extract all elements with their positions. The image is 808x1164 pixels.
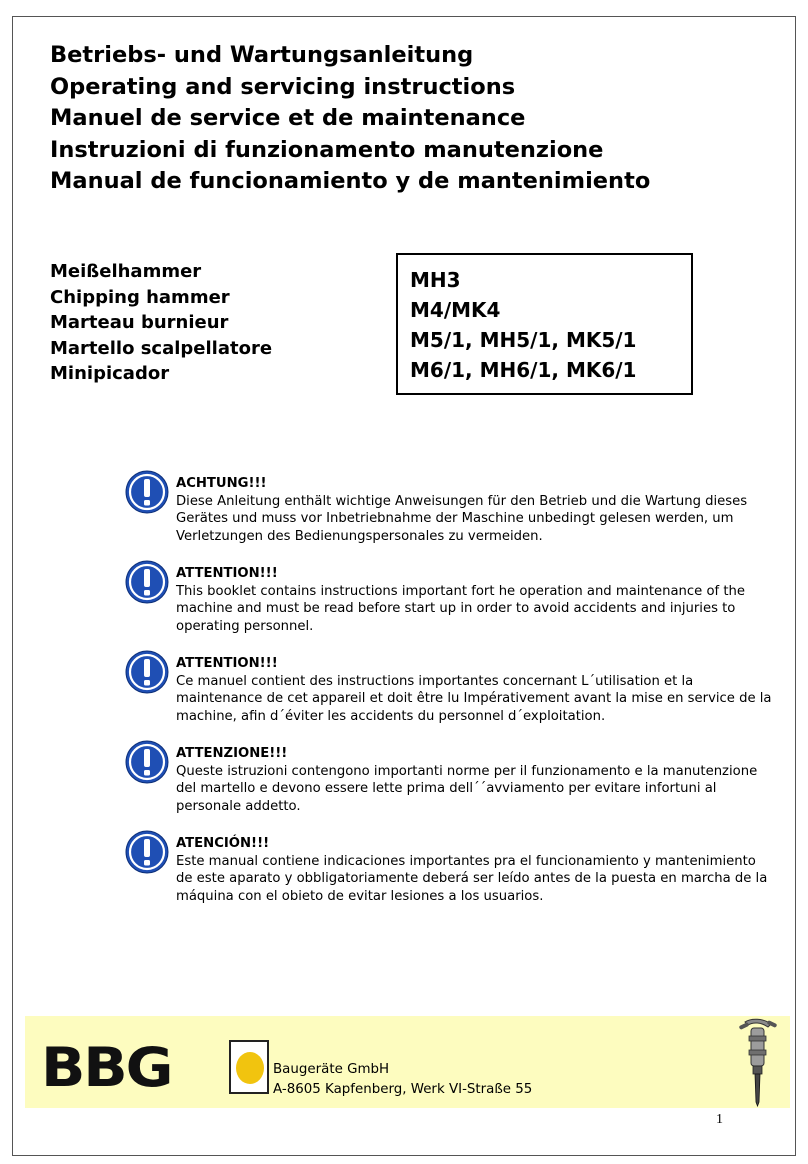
logo-sun-icon: [236, 1052, 264, 1084]
logo-sun-box: [229, 1040, 269, 1094]
tool-name-english: Chipping hammer: [50, 286, 230, 308]
exclamation-mark-icon: [125, 470, 169, 514]
model-list-box: [396, 253, 693, 395]
model-line: M5/1, MH5/1, MK5/1: [410, 328, 637, 352]
warning-text: This booklet contains instructions important fort he operation and maintenance of the machine and must be read before start up in order to avoid accidents and injuries to operating personnel.: [176, 583, 746, 634]
tool-name-german: Meißelhammer: [50, 261, 202, 282]
title-english: Operating and servicing instructions: [50, 73, 516, 100]
warning-heading: ACHTUNG!!!: [176, 476, 267, 491]
exclamation-mark-icon: [125, 740, 169, 784]
model-line: M6/1, MH6/1, MK6/1: [410, 358, 637, 382]
chipping-hammer-icon: [731, 1016, 781, 1108]
warning-heading: ATTENTION!!!: [176, 656, 278, 671]
warning-list: [125, 470, 775, 920]
warning-heading: ATTENTION!!!: [176, 566, 278, 581]
warning-english: [125, 560, 775, 650]
manual-titles: [50, 40, 650, 198]
model-line: MH3: [410, 268, 461, 292]
page-number: 1: [716, 1112, 723, 1127]
warning-german: [125, 470, 775, 560]
bbg-logo: BBG: [41, 1036, 172, 1099]
title-italian: Instruzioni di funzionamento manutenzione: [50, 136, 604, 163]
title-german: Betriebs- und Wartungsanleitung: [50, 42, 474, 68]
warning-text: Queste istruzioni contengono importanti norme per il funzionamento e la manutenzione del martello e devono essere lette prima dell´´avviamento per evitare infortuni al personale addetto.: [176, 763, 758, 814]
company-name: Baugeräte GmbH: [273, 1062, 390, 1077]
warning-french: [125, 650, 775, 740]
warning-text: Ce manuel contient des instructions importantes concernant L´utilisation et la maintenance de cet appareil et doit être lu Impérativement avant la mise en service de la machine, afin d´éviter les accidents du personnel d´exploitation.: [176, 673, 772, 724]
company-address: A-8605 Kapfenberg, Werk VI-Straße 55: [273, 1082, 533, 1097]
warning-text: Diese Anleitung enthält wichtige Anweisungen für den Betrieb und die Wartung dieses Gerätes und muss vor Inbetriebnahme der Maschine unbedingt gelesen werden, um Verletzungen des Bedienungspersonales zu vermeiden.: [176, 493, 748, 544]
tool-name-italian: Martello scalpellatore: [50, 337, 273, 359]
exclamation-mark-icon: [125, 830, 169, 874]
warning-italian: [125, 740, 775, 830]
warning-text: Este manual contiene indicaciones importantes pra el funcionamiento y mantenimiento de este aparato y obbligatoriamente deberá ser leído antes de la puesta en marcha de la máquina con el obieto de evitar lesiones a los usuarios.: [176, 853, 768, 904]
title-french: Manuel de service et de maintenance: [50, 105, 526, 131]
model-line: M4/MK4: [410, 298, 501, 322]
exclamation-mark-icon: [125, 650, 169, 694]
warning-heading: ATENCIÓN!!!: [176, 836, 270, 851]
company-info: [273, 1060, 532, 1100]
tool-name-spanish: Minipicador: [50, 363, 170, 384]
warning-heading: ATTENZIONE!!!: [176, 746, 288, 761]
warning-spanish: [125, 830, 775, 920]
footer-banner: [25, 1016, 790, 1108]
title-spanish: Manual de funcionamiento y de mantenimiento: [50, 168, 651, 194]
tool-name-french: Marteau burnieur: [50, 312, 229, 333]
tool-names: [50, 259, 272, 387]
exclamation-mark-icon: [125, 560, 169, 604]
